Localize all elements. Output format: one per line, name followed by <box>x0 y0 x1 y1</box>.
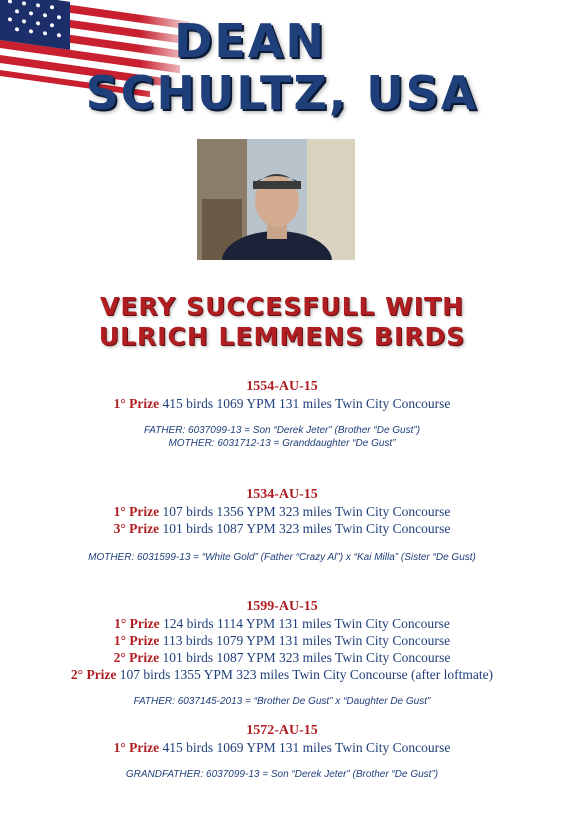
race-result: 1° Prize 415 birds 1069 YPM 131 miles Twin City Concourse <box>113 740 451 755</box>
race-result: 1° Prize 124 birds 1114 YPM 131 miles Twin City Concourse <box>114 616 450 631</box>
pedigree-line: MOTHER: 6031599-13 = “White Gold” (Father “Crazy Al”) x “Kai Milla” (Sister “De Gust) <box>88 552 476 563</box>
ring-number: 1554-AU-15 <box>246 379 318 394</box>
prize-label: 2° Prize <box>70 667 117 682</box>
prize-label: 1° Prize <box>113 740 160 755</box>
race-result: 1° Prize 113 birds 1079 YPM 131 miles Twin City Concourse <box>113 633 451 648</box>
prize-label: 1° Prize <box>113 504 160 519</box>
pedigree-line: MOTHER: 6031712-13 = Granddaughter “De Gust” <box>168 438 396 449</box>
header-name: DEAN <box>174 14 326 68</box>
pedigree-line: FATHER: 6037145-2013 = “Brother De Gust” x “Daughter De Gust” <box>133 696 431 707</box>
prize-label: 2° Prize <box>113 650 160 665</box>
prize-label: 3° Prize <box>113 521 160 536</box>
ring-number: 1599-AU-15 <box>246 599 318 614</box>
header-country: SCHULTZ, USA <box>85 66 479 120</box>
race-result: 2° Prize 107 birds 1355 YPM 323 miles Twin City Concourse (after loftmate) <box>70 667 494 682</box>
race-result: 1° Prize 415 birds 1069 YPM 131 miles Twin City Concourse <box>113 396 451 411</box>
prize-label: 1° Prize <box>113 396 160 411</box>
bird-entry <box>0 722 564 781</box>
portrait-photo <box>197 139 355 260</box>
pedigree-line: FATHER: 6037099-13 = Son “Derek Jeter” (Brother “De Gust”) <box>143 425 421 436</box>
bird-entry <box>0 486 564 564</box>
race-result: 2° Prize 101 birds 1087 YPM 323 miles Twin City Concourse <box>113 650 451 665</box>
ring-number: 1534-AU-15 <box>246 487 318 502</box>
pedigree-line: GRANDFATHER: 6037099-13 = Son “Derek Jeter” (Brother “De Gust”) <box>125 769 439 780</box>
subtitle-line-2: ULRICH LEMMENS BIRDS <box>98 322 466 351</box>
ring-number: 1572-AU-15 <box>246 723 318 738</box>
race-result: 3° Prize 101 birds 1087 YPM 323 miles Twin City Concourse <box>113 521 451 536</box>
bird-entry <box>0 378 564 450</box>
prize-label: 1° Prize <box>113 633 160 648</box>
race-result: 1° Prize 107 birds 1356 YPM 323 miles Twin City Concourse <box>113 504 451 519</box>
prize-label: 1° Prize <box>114 616 160 631</box>
bird-entry <box>0 598 564 708</box>
subtitle-line-1: VERY SUCCESFULL WITH <box>100 292 464 321</box>
